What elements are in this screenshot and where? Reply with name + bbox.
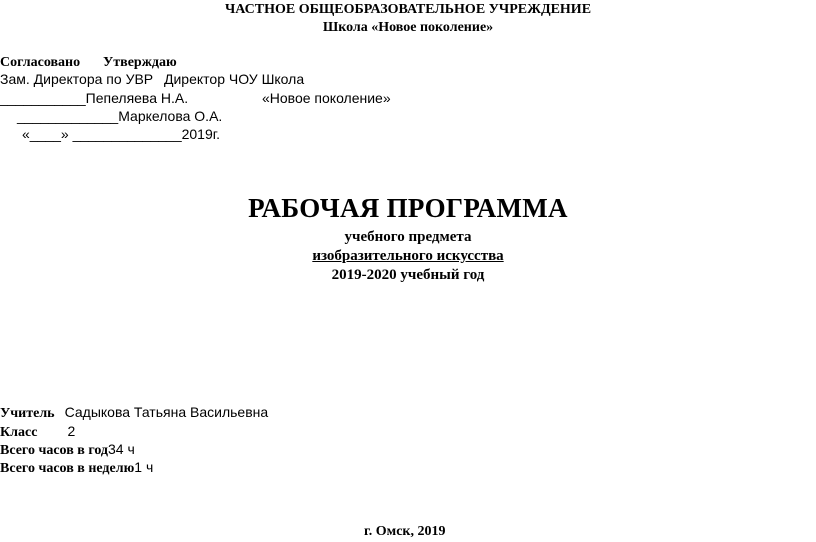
institution-name: ЧАСТНОЕ ОБЩЕОБРАЗОВАТЕЛЬНОЕ УЧРЕЖДЕНИЕ [224,2,592,17]
subject-name: изобразительного искусства [312,248,504,264]
hours-year-label: Всего часов в год [0,443,109,458]
hours-week-value: 1 ч [134,459,154,475]
hours-year-value: 34 ч [108,441,135,457]
hours-week-row [0,459,153,477]
teacher-label: Учитель [0,406,55,421]
city-year: г. Омск, 2019 [364,524,446,539]
hours-year-row [0,441,135,459]
program-title: РАБОЧАЯ ПРОГРАММА [248,193,568,223]
academic-year: 2019-2020 учебный год [331,267,485,283]
school-quoted: «Новое поколение» [262,90,391,106]
deputy-title: Зам. Директора по УВР [0,71,154,87]
director-title: Директор ЧОУ Школа [164,71,305,87]
hours-week-label: Всего часов в неделю [0,461,135,476]
approve-label: Утверждаю [103,55,177,70]
school-name: Школа «Новое поколение» [322,20,494,35]
teacher-value: Садыкова Татьяна Васильевна [64,404,269,420]
director-signature-line: _____________Маркелова О.А. [17,108,223,124]
class-value: 2 [67,423,76,439]
agreed-label: Согласовано [0,55,81,70]
teacher-row [0,404,268,422]
deputy-signature-line: ___________Пепеляева Н.А. [0,90,189,106]
class-row [0,423,75,441]
date-line: «____» ______________2019г. [22,126,221,142]
subject-label: учебного предмета [344,229,472,245]
class-label: Класс [0,425,38,440]
